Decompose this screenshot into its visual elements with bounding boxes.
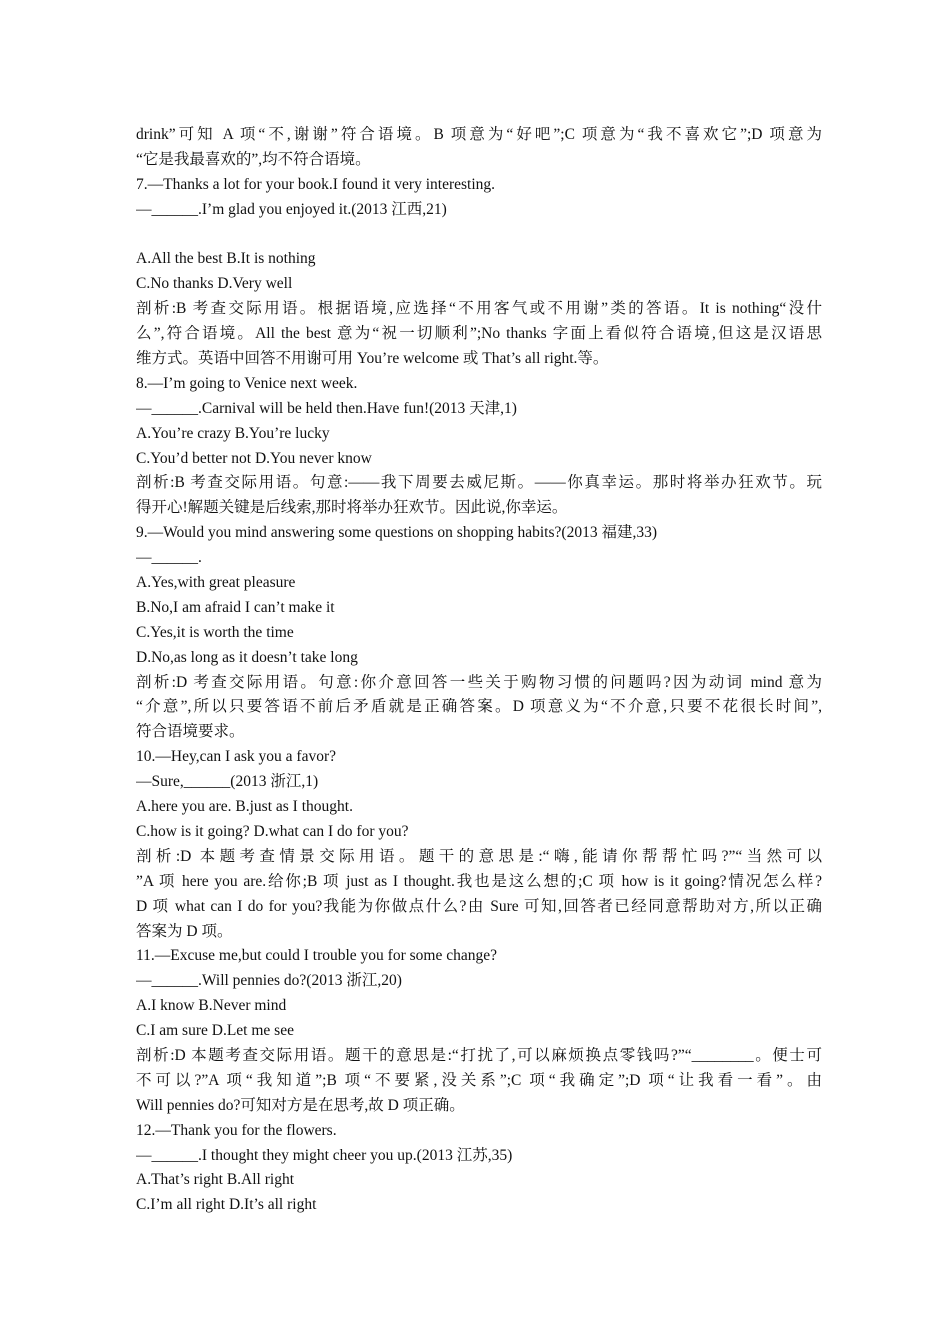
text-line: C.Yes,it is worth the time — [136, 623, 294, 641]
text-line: 剖析:D 本题考查交际用语。题干的意思是:“打扰了,可以麻烦换点零钱吗?”“________。便士可 — [136, 1046, 822, 1064]
blank-line — [136, 223, 822, 248]
text-line: C.how is it going? D.what can I do for you? — [136, 822, 409, 840]
text-line: A.Yes,with great pleasure — [136, 574, 296, 592]
text-line: 么”,符合语境。All the best 意为“祝一切顺利”;No thanks 字面上看似符合语境,但这是汉语思 — [136, 325, 822, 343]
text-line: C.No thanks D.Very well — [136, 275, 293, 293]
text-line: C.I’m all right D.It’s all right — [136, 1196, 317, 1214]
text-line: —______.I’m glad you enjoyed it.(2013 江西,21) — [136, 200, 447, 218]
text-line: 剖析:D 本题考查情景交际用语。题干的意思是:“嗨,能请你帮帮忙吗?”“当然可以 — [136, 847, 822, 865]
text-line: D 项 what can I do for you?我能为你做点什么?由 Sure 可知,回答者已经同意帮助对方,所以正确 — [136, 897, 822, 915]
text-line: Will pennies do?可知对方是在思考,故 D 项正确。 — [136, 1096, 465, 1114]
text-line: D.No,as long as it doesn’t take long — [136, 648, 358, 666]
text-line: 剖析:B 考查交际用语。根据语境,应选择“不用客气或不用谢”类的答语。It is nothing“没什 — [136, 300, 822, 318]
text-line: 9.—Would you mind answering some questions on shopping habits?(2013 福建,33) — [136, 524, 657, 542]
text-line: “它是我最喜欢的”,均不符合语境。 — [136, 150, 371, 168]
text-line: 维方式。英语中回答不用谢可用 You’re welcome 或 That’s all right.等。 — [136, 350, 609, 368]
text-line: A.All the best B.It is nothing — [136, 250, 316, 268]
text-line: drink”可知 A 项“不,谢谢”符合语境。B 项意为“好吧”;C 项意为“我不喜欢它”;D 项意为 — [136, 126, 822, 143]
text-line: ”A 项 here you are.给你;B 项 just as I thought.我也是这么想的;C 项 how is it going?情况怎么样? — [136, 872, 822, 890]
text-line: 符合语境要求。 — [136, 723, 245, 741]
text-line: A.That’s right B.All right — [136, 1171, 295, 1189]
text-line: 11.—Excuse me,but could I trouble you for some change? — [136, 947, 497, 965]
text-line: —______.Will pennies do?(2013 浙江,20) — [136, 972, 402, 990]
text-line: 7.—Thanks a lot for your book.I found it very interesting. — [136, 175, 496, 193]
text-line: 得开心!解题关键是后线索,那时将举办狂欢节。因此说,你幸运。 — [136, 499, 568, 517]
text-line: “介意”,所以只要答语不前后矛盾就是正确答案。D 项意义为“不介意,只要不花很长时间”, — [136, 698, 822, 716]
text-line: 剖析:B 考查交际用语。句意:——我下周要去威尼斯。——你真幸运。那时将举办狂欢节。玩 — [136, 474, 822, 492]
text-line: C.You’d better not D.You never know — [136, 449, 372, 467]
text-line: 10.—Hey,can I ask you a favor? — [136, 748, 336, 766]
text-line: C.I am sure D.Let me see — [136, 1022, 294, 1040]
text-line: A.You’re crazy B.You’re lucky — [136, 424, 330, 442]
text-line: —______. — [136, 549, 202, 567]
text-line: 8.—I’m going to Venice next week. — [136, 374, 358, 392]
text-line: 12.—Thank you for the flowers. — [136, 1121, 337, 1139]
text-line: 不可以?”A 项“我知道”;B 项“不要紧,没关系”;C 项“我确定”;D 项“让我看一看”。由 — [136, 1071, 822, 1089]
text-line: —Sure,______(2013 浙江,1) — [136, 773, 319, 791]
text-line: A.I know B.Never mind — [136, 997, 287, 1015]
text-line: A.here you are. B.just as I thought. — [136, 798, 353, 816]
text-line: —______.I thought they might cheer you up.(2013 江苏,35) — [136, 1146, 513, 1164]
text-line: —______.Carnival will be held then.Have fun!(2013 天津,1) — [136, 399, 517, 417]
text-line: 答案为 D 项。 — [136, 922, 233, 940]
text-line: B.No,I am afraid I can’t make it — [136, 598, 335, 616]
text-line: 剖析:D 考查交际用语。句意:你介意回答一些关于购物习惯的问题吗?因为动词 mind 意为 — [136, 673, 822, 691]
